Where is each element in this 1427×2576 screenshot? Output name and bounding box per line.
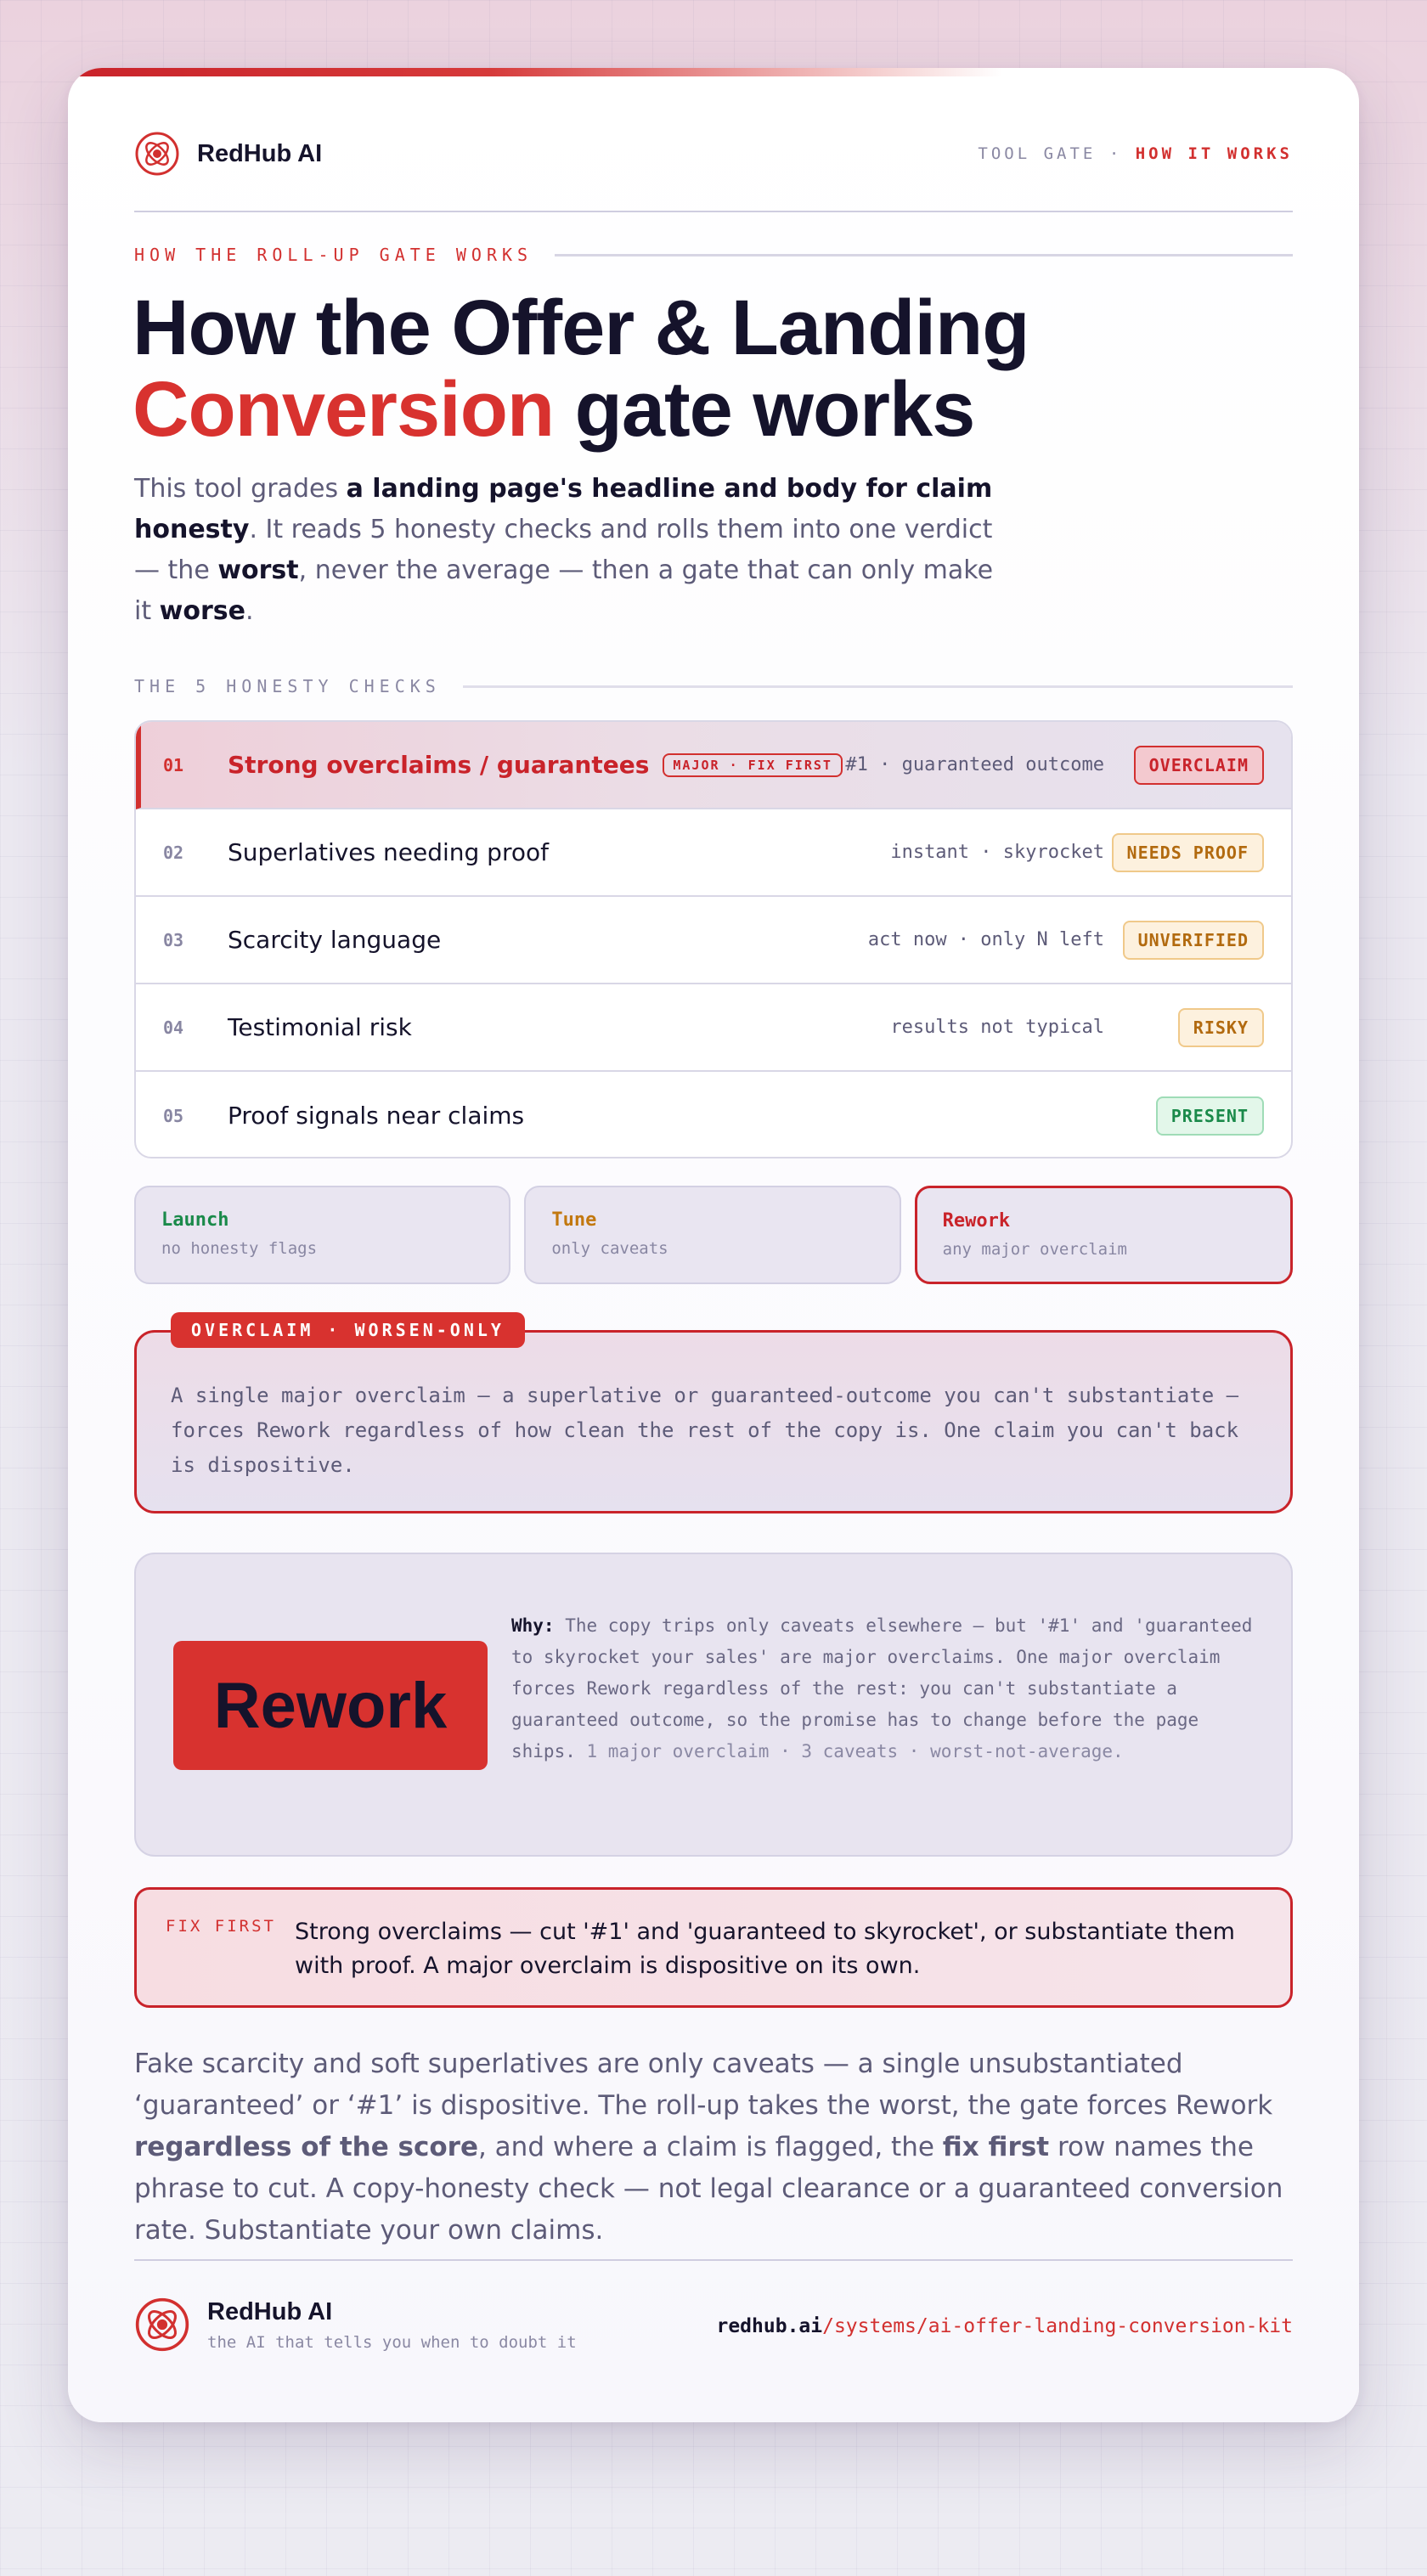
footer-brand[interactable]	[134, 2297, 577, 2353]
footer-brand-name: RedHub AI	[207, 2297, 333, 2325]
check-row-overclaims[interactable]	[136, 722, 1291, 809]
checks-list	[134, 720, 1293, 1158]
verdict-subtitle: any major overclaim	[942, 1240, 1127, 1259]
status-badge-overclaim: OVERCLAIM	[1134, 746, 1264, 785]
checks-section-label	[134, 676, 1293, 696]
accent-bar	[68, 68, 1002, 76]
check-row-superlatives[interactable]	[136, 809, 1291, 897]
check-number: 02	[163, 842, 184, 863]
fix-first-label: FIX FIRST	[166, 1917, 276, 1936]
check-title: Superlatives needing proof	[228, 838, 549, 866]
alert-text: A single major overclaim — a superlative or guaranteed-outcome you can't substantiate — forces Rework regardless of how clean the rest of the copy is. One claim you can't back is dispositive.	[171, 1384, 1239, 1477]
check-hint: instant · skyrocket	[890, 842, 1104, 863]
summary-bold-1: regardless of the score	[134, 2132, 478, 2162]
why-meta: 1 major overclaim · 3 caveats · worst-not-average.	[586, 1741, 1124, 1761]
status-badge-needs-proof: NEEDS PROOF	[1112, 833, 1264, 872]
verdict-subtitle: only caveats	[551, 1239, 668, 1258]
summary-text-1: Fake scarcity and soft superlatives are only caveats — a single unsubstantiated ‘guaranteed’ or ‘#1’ is dispositive. The roll-up takes the worst, the gate forces Rework	[134, 2049, 1273, 2121]
rework-verdict-button[interactable]: Rework	[173, 1641, 488, 1770]
nav-separator: ·	[1108, 144, 1123, 163]
fix-first-callout	[134, 1887, 1293, 2008]
check-number: 04	[163, 1017, 184, 1038]
why-label: Why:	[511, 1615, 555, 1636]
redhub-logo-icon	[134, 2297, 190, 2353]
verdict-title: Rework	[942, 1210, 1011, 1232]
check-title: Proof signals near claims	[228, 1102, 525, 1130]
verdict-subtitle: no honesty flags	[161, 1239, 318, 1258]
verdict-title: Launch	[161, 1209, 229, 1231]
result-panel	[134, 1553, 1293, 1857]
verdict-title: Tune	[551, 1209, 597, 1231]
summary-text-2: , and where a claim is flagged, the	[477, 2132, 943, 2162]
check-title: Testimonial risk	[228, 1013, 412, 1041]
check-number: 01	[163, 754, 184, 775]
header	[134, 131, 1293, 212]
brand-name: RedHub AI	[197, 139, 323, 167]
summary-paragraph	[134, 2043, 1293, 2252]
intro-bold-2: worst	[217, 555, 299, 585]
intro-text-3: , never the average — then a gate that can only make it	[134, 555, 994, 626]
footer-tagline: the AI that tells you when to doubt it	[207, 2332, 577, 2352]
check-hint: results not typical	[890, 1017, 1104, 1038]
title-line-1: How the Offer & Landing	[133, 285, 1029, 371]
why-explanation	[511, 1610, 1254, 1767]
check-row-scarcity[interactable]	[136, 897, 1291, 984]
eyebrow-text: HOW THE ROLL-UP GATE WORKS	[134, 245, 533, 265]
footer-domain: redhub.ai	[716, 2315, 823, 2337]
why-text: The copy trips only caveats elsewhere — but '#1' and 'guaranteed to skyrocket your sales' are major overclaims. One major overclaim forces Rework regardless of the rest: you can't substantiate a guaranteed outcome, so the promise has to change before the page ships.	[511, 1615, 1253, 1761]
verdict-tune[interactable]	[524, 1186, 900, 1284]
card	[68, 68, 1359, 2422]
nav	[978, 144, 1293, 163]
eyebrow	[134, 245, 1293, 265]
verdict-options	[134, 1186, 1293, 1284]
status-badge-risky: RISKY	[1178, 1008, 1264, 1047]
status-badge-unverified: UNVERIFIED	[1123, 921, 1264, 960]
footer	[134, 2259, 1293, 2353]
intro-bold-1: a landing page's headline and body for claim honesty	[134, 474, 993, 544]
page-title	[133, 285, 1029, 453]
check-number: 03	[163, 929, 184, 950]
verdict-launch[interactable]	[134, 1186, 510, 1284]
check-title	[228, 751, 843, 779]
check-hint: #1 · guaranteed outcome	[845, 754, 1104, 775]
check-title: Scarcity language	[228, 926, 442, 954]
check-title-text: Strong overclaims / guarantees	[228, 751, 650, 779]
brand[interactable]	[134, 131, 322, 177]
nav-tool-gate[interactable]: TOOL GATE	[978, 144, 1097, 163]
check-row-proof-signals[interactable]	[136, 1072, 1291, 1158]
intro-text-2: . It reads 5 honesty checks and rolls them into one verdict — the	[134, 515, 993, 585]
summary-bold-2: fix first	[942, 2132, 1050, 2162]
verdict-rework[interactable]	[915, 1186, 1293, 1284]
alert-pill: OVERCLAIM · WORSEN-ONLY	[171, 1312, 525, 1348]
eyebrow-rule	[555, 254, 1293, 256]
checks-label-text: THE 5 HONESTY CHECKS	[134, 676, 441, 696]
title-rest: gate works	[554, 366, 975, 453]
title-highlight: Conversion	[133, 366, 555, 453]
footer-path: /systems/ai-offer-landing-conversion-kit	[822, 2315, 1293, 2337]
check-hint: act now · only N left	[867, 929, 1104, 950]
footer-brand-text	[207, 2298, 577, 2352]
check-number: 05	[163, 1105, 184, 1126]
nav-how-it-works[interactable]: HOW IT WORKS	[1135, 144, 1293, 163]
summary-text-3: row names the phrase to cut. A copy-honesty check — not legal clearance or a guaranteed conversion rate. Substantiate your own claims.	[134, 2132, 1283, 2246]
check-row-testimonial[interactable]	[136, 984, 1291, 1072]
fix-first-text: Strong overclaims — cut '#1' and 'guaranteed to skyrocket', or substantiate them with proof. A major overclaim is dispositive on its own.	[295, 1919, 1235, 1979]
fix-first-tag: MAJOR · FIX FIRST	[663, 753, 843, 777]
intro-text-4: .	[245, 596, 254, 626]
intro-text-1: This tool grades	[134, 474, 347, 504]
overclaim-alert	[134, 1320, 1293, 1513]
checks-label-rule	[463, 685, 1293, 688]
intro-bold-3: worse	[159, 596, 245, 626]
footer-url-link[interactable]	[716, 2315, 1293, 2337]
redhub-logo-icon	[134, 131, 180, 177]
intro-paragraph	[134, 469, 1009, 632]
status-badge-present: PRESENT	[1156, 1096, 1264, 1136]
